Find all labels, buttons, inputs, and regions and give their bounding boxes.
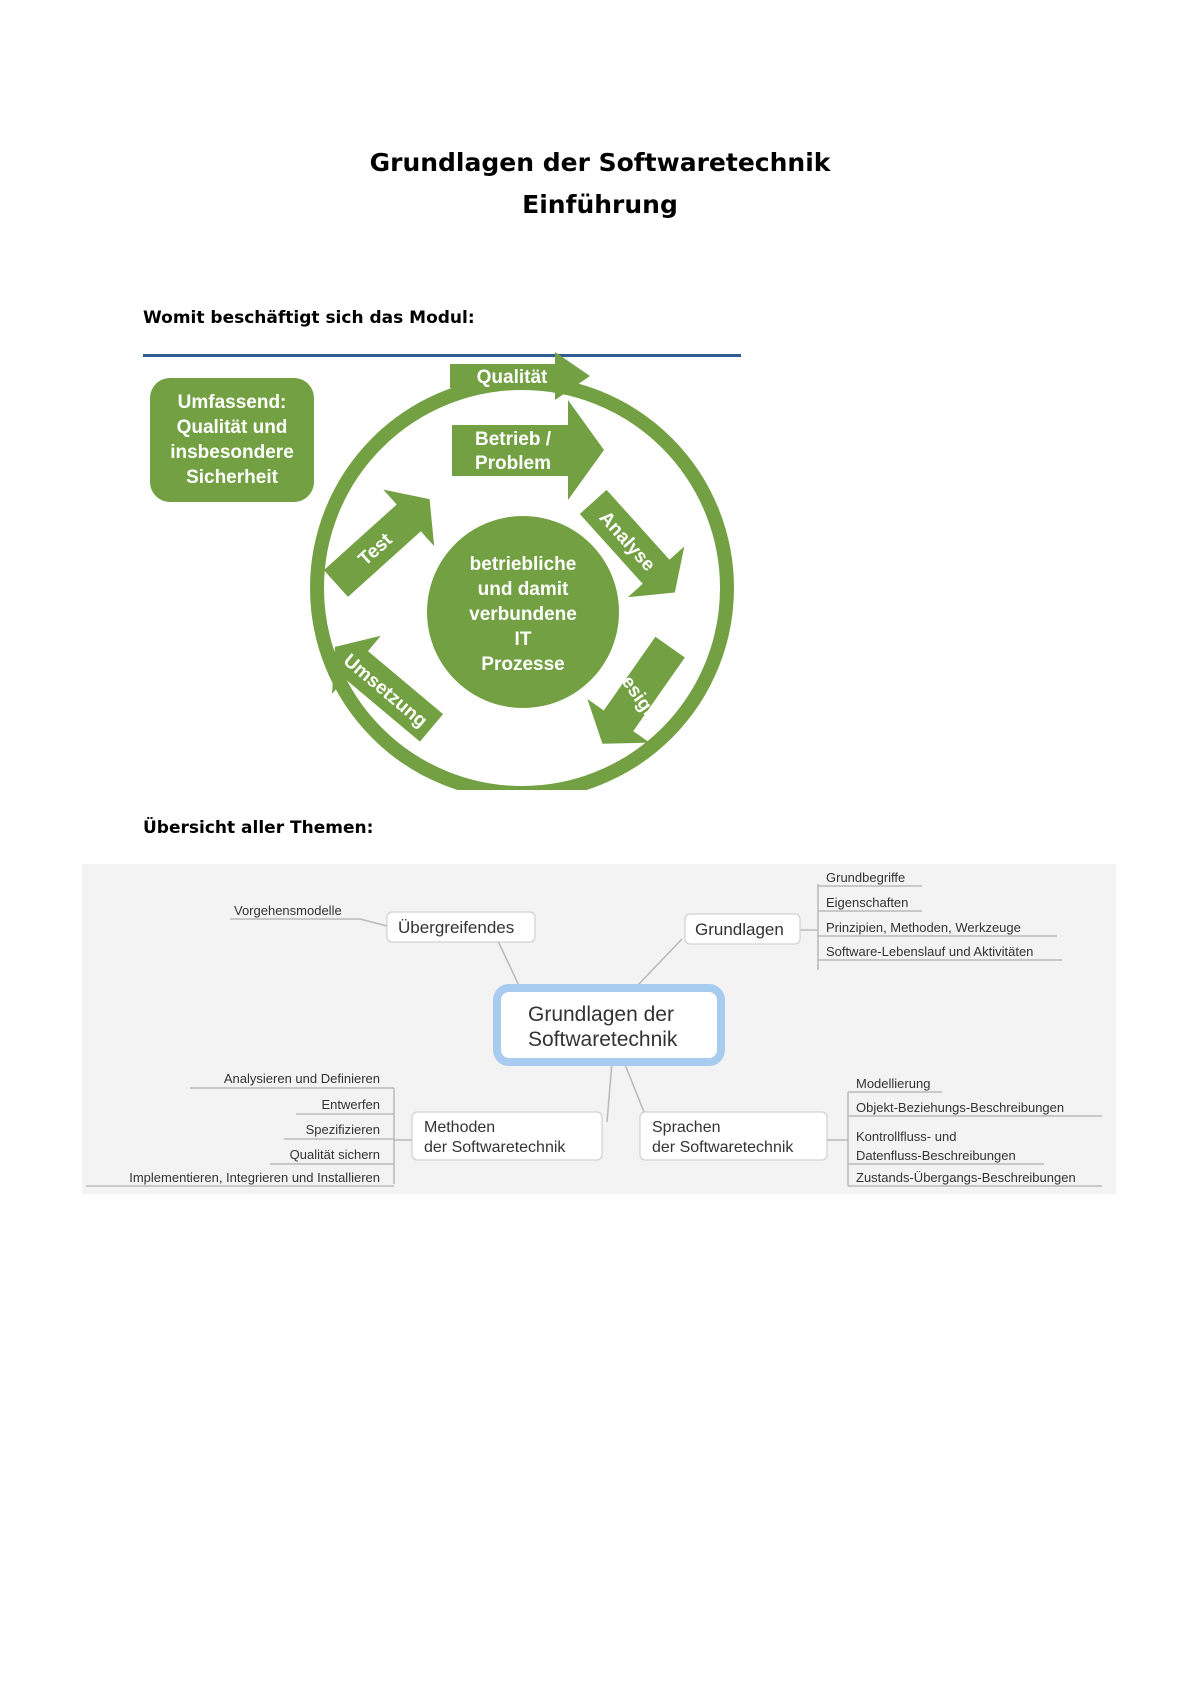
center-line: betriebliche [469, 554, 577, 575]
qualitaet-label: Qualität [476, 367, 548, 388]
section-heading-topics: Übersicht aller Themen: [143, 818, 374, 838]
betrieb-arrow [452, 400, 604, 500]
center-line: Prozesse [481, 654, 565, 675]
topics-mindmap [82, 864, 1116, 1194]
leaf-eigenschaften: Eigenschaften [826, 895, 909, 910]
node-sprachen-label: der Softwaretechnik [652, 1139, 794, 1156]
leaf-spezifizieren: Spezifizieren [305, 1122, 380, 1137]
analyse-label: Analyse [594, 507, 660, 576]
side-box-line: Qualität und [176, 417, 288, 438]
document-title: Grundlagen der Softwaretechnik [369, 148, 831, 177]
node-sprachen-label: Sprachen [652, 1119, 721, 1136]
document-subtitle: Einführung [522, 190, 678, 219]
leaf-implementieren: Implementieren, Integrieren und Installieren [129, 1170, 380, 1185]
mindmap-center-line: Softwaretechnik [528, 1028, 678, 1051]
leaf-prinzipien: Prinzipien, Methoden, Werkzeuge [826, 920, 1021, 935]
design-label: Design [608, 660, 663, 725]
betrieb-label: Problem [474, 453, 552, 474]
side-box-line: Umfassend: [177, 392, 287, 413]
leaf-grundbegriffe: Grundbegriffe [826, 870, 906, 885]
node-methoden-label: der Softwaretechnik [424, 1139, 566, 1156]
leaf-analysieren: Analysieren und Definieren [223, 1071, 380, 1086]
node-methoden-label: Methoden [424, 1119, 496, 1136]
process-cycle-diagram [140, 350, 740, 790]
center-line: IT [514, 629, 532, 650]
leaf-modellierung: Modellierung [856, 1076, 931, 1091]
node-uebergreifendes-label: Übergreifendes [398, 918, 515, 937]
section-heading-module: Womit beschäftigt sich das Modul: [143, 308, 475, 328]
leaf-vorgehensmodelle: Vorgehensmodelle [234, 903, 342, 918]
leaf-datenfluss: Datenfluss-Beschreibungen [856, 1148, 1016, 1163]
side-box-line: Sicherheit [186, 467, 278, 488]
center-line: verbundene [469, 604, 577, 625]
leaf-qualitaet-sichern: Qualität sichern [289, 1147, 380, 1162]
side-box-line: insbesondere [170, 442, 294, 463]
mindmap-center-line: Grundlagen der [528, 1003, 674, 1026]
betrieb-label: Betrieb / [474, 429, 552, 450]
center-line: und damit [477, 579, 569, 600]
umsetzung-label: Umsetzung [339, 650, 432, 733]
leaf-software-lebenslauf: Software-Lebenslauf und Aktivitäten [826, 944, 1034, 959]
leaf-objekt-beziehungs: Objekt-Beziehungs-Beschreibungen [856, 1100, 1065, 1115]
test-label: Test [354, 529, 397, 571]
leaf-entwerfen: Entwerfen [321, 1097, 380, 1112]
leaf-zustands: Zustands-Übergangs-Beschreibungen [856, 1170, 1076, 1185]
node-grundlagen-label: Grundlagen [695, 920, 784, 939]
leaf-kontrollfluss: Kontrollfluss- und [856, 1129, 957, 1144]
